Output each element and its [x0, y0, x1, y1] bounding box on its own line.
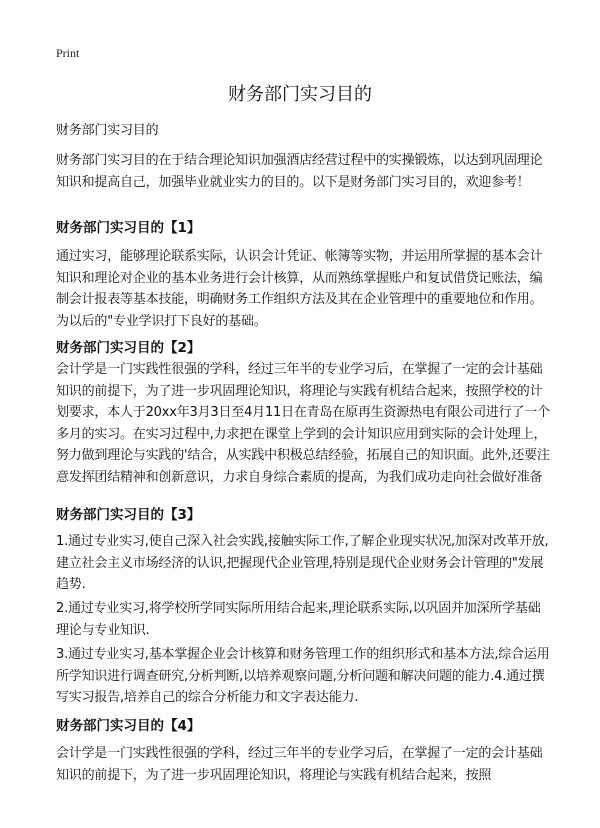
section-2-heading: 财务部门实习目的【2】	[56, 340, 201, 356]
print-label: Print	[56, 46, 80, 60]
section-3-paragraph-2: 2.通过专业实习,将学校所学同实际所用结合起来,理论联系实际,以巩固并加深所学基础理论与专业知识.	[56, 601, 541, 638]
section-3-paragraph-3: 3.通过专业实习,基本掌握企业会计核算和财务管理工作的组织形式和基本方法,综合运用所学知识进行调查研究,分析判断,以培养观察问题,分析问题和解决问题的能力.4.通过撰写实习报告,培养自己的综合分析能力和文字表达能力.	[56, 647, 550, 705]
document-title: 财务部门实习目的	[228, 84, 372, 105]
intro-paragraph: 财务部门实习目的在于结合理论知识加强酒店经营过程中的实操锻炼，以达到巩固理论知识和提高自己，加强毕业就业实力的目的。以下是财务部门实习目的，欢迎参考！	[56, 153, 543, 190]
section-3-paragraph-1: 1.通过专业实习,使自己深入社会实践,接触实际工作,了解企业现实状况,加深对改革开放,建立社会主义市场经济的认识,把握现代企业管理,特别是现代企业财务会计管理的"发展趋势.	[56, 534, 549, 592]
document-subtitle: 财务部门实习目的	[56, 123, 159, 138]
section-3-heading: 财务部门实习目的【3】	[56, 507, 201, 523]
section-1-heading: 财务部门实习目的【1】	[56, 220, 201, 236]
section-4-heading: 财务部门实习目的【4】	[56, 718, 201, 734]
section-1-paragraph-1: 通过实习，能够理论联系实际，认识会计凭证、帐簿等实物，并运用所掌握的基本会计知识和理论对企业的基本业务进行会计核算，从而熟练掌握账户和复试借贷记账法，编制会计报表等基本技能，明确财务工作组织方法及其在企业管理中的重要地位和作用。为以后的"专业学识打下良好的基础。	[56, 249, 543, 329]
section-2-paragraph-1: 会计学是一门实践性很强的学科，经过三年半的专业学习后，在掌握了一定的会计基础知识的前提下，为了进一步巩固理论知识，将理论与实践有机结合起来，按照学校的计划要求，本人于20xx年3月3日至4月11日在青岛在原再生资源热电有限公司进行了一个多月的实习。在实习过程中,力求把在课堂上学到的会计知识应用到实际的会计处理上，努力做到理论与实践的'结合，从实践中积极总结经验，拓展自己的知识面。此外,还要注意发挥团结精神和创新意识，力求自身综合素质的提高，为我们成功走向社会做好准备	[56, 362, 550, 485]
section-4-paragraph-1: 会计学是一门实践性很强的学科，经过三年半的专业学习后，在掌握了一定的会计基础知识的前提下，为了进一步巩固理论知识，将理论与实践有机结合起来，按照	[56, 746, 543, 783]
